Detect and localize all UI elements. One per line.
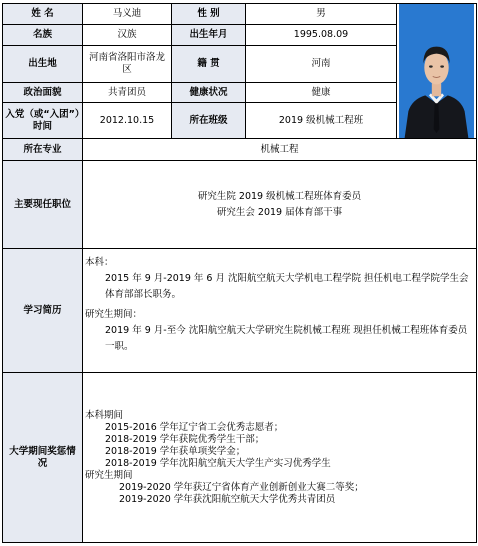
position-line: 研究生院 2019 级机械工程班体育委员 (197, 190, 362, 202)
award-item: 2018-2019 学年获院优秀学生干部； (105, 433, 265, 445)
political-label: 政治面貌 (3, 83, 83, 103)
gender-value: 男 (246, 4, 397, 25)
awards-content (83, 373, 477, 543)
awards-label: 大学期间奖惩情况 (3, 373, 83, 543)
class-label: 所在班级 (172, 103, 246, 139)
education-undergrad-text: 2015 年 9 月-2019 年 6 月 沈阳航空航天大学机电工程学院 担任机电工程学院学生会体育部部长职务。 (105, 273, 469, 300)
education-undergrad-heading: 本科： (85, 257, 114, 268)
political-value: 共青团员 (83, 83, 172, 103)
awards-undergrad-heading: 本科期间 (85, 409, 124, 421)
ethnicity-label: 名族 (3, 25, 83, 46)
positions-content (83, 161, 477, 249)
join-label: 入党（或“入团”）时间 (3, 103, 83, 139)
name-value: 马义迪 (83, 4, 172, 25)
student-info-form (2, 3, 477, 543)
birthplace-value: 河南省洛阳市洛龙区 (83, 46, 172, 83)
portrait-photo (399, 4, 474, 138)
major-label: 所在专业 (3, 139, 83, 161)
position-line: 研究生会 2019 届体育部干事 (216, 206, 343, 218)
join-value: 2012.10.15 (83, 103, 172, 139)
birthplace-label: 出生地 (3, 46, 83, 83)
education-grad-text: 2019 年 9 月-至今 沈阳航空航天大学研究生院机械工程班 现担任机械工程班体育委员一职。 (105, 325, 468, 352)
health-label: 健康状况 (172, 83, 246, 103)
award-item: 2018-2019 学年沈阳航空航天大学生产实习优秀学生 (105, 457, 331, 469)
id-photo (397, 4, 477, 139)
award-item: 2019-2020 学年获辽宁省体育产业创新创业大赛二等奖； (119, 481, 364, 493)
ethnicity-value: 汉族 (83, 25, 172, 46)
education-grad-heading: 研究生期间： (85, 309, 143, 320)
award-item: 2018-2019 学年获单项奖学金； (105, 445, 246, 457)
name-label: 姓 名 (3, 4, 83, 25)
award-item: 2019-2020 学年获沈阳航空航天大学优秀共青团员 (119, 493, 336, 505)
native-label: 籍 贯 (172, 46, 246, 83)
health-value: 健康 (246, 83, 397, 103)
native-value: 河南 (246, 46, 397, 83)
class-value: 2019 级机械工程班 (246, 103, 397, 139)
birth-value: 1995.08.09 (246, 25, 397, 46)
positions-label: 主要现任职位 (3, 161, 83, 249)
award-item: 2015-2016 学年辽宁省工会优秀志愿者； (105, 421, 284, 433)
education-content (83, 249, 477, 373)
education-label: 学习简历 (3, 249, 83, 373)
major-value: 机械工程 (83, 139, 477, 161)
birth-label: 出生年月 (172, 25, 246, 46)
gender-label: 性 别 (172, 4, 246, 25)
awards-grad-heading: 研究生期间 (85, 469, 133, 481)
